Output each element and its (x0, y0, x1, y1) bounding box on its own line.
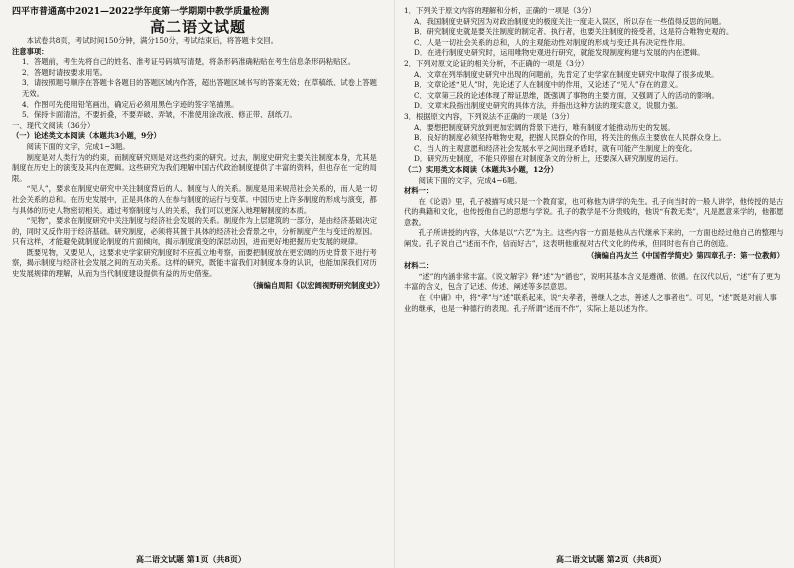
option-item: B．良好的制度必须坚持唯物史观，把握人民群众的作用，将关注的焦点主要放在人民群众身上。 (414, 133, 726, 143)
material-paragraph: “述”的内涵非常丰富。《说文解字》释“述”为“循也”，说明其基本含义是遵循、依循。在汉代以后，“述”有了更为丰富的含义，包含了记述、传述、阐述等多层意思。 (404, 271, 781, 292)
q1-options (404, 17, 784, 59)
page-footer-right: 高二语文试题 第2页（共8页） (556, 554, 666, 564)
material-label: 材料二： (404, 261, 434, 271)
page-footer-left: 高二语文试题 第1页（共8页） (136, 554, 246, 564)
passage-paragraph: 制度是对人类行为的约束，而制度研究则是对这些约束的研究。过去，制度史研究主要关注制度本身，尤其是制度在历史上的演变及其内在逻辑。这些研究为我们理解中国古代政治制度提供了丰富的资料，但也存在一定的局限。 (12, 152, 377, 183)
option-item: D．文章末段指出制度史研究的具体方法，并指出这种方法的现实意义，说服力强。 (414, 101, 683, 111)
subsection-heading: （一）论述类文本阅读（本题共3小题，9分） (12, 131, 161, 141)
notes-label: 注意事项： (12, 46, 49, 56)
exam-intro: 本试卷共8页，考试时间150分钟，满分150分，考试结束后，将答题卡交回。 (26, 36, 278, 45)
question-3: 3．根据原文内容，下列说法不正确的一项是（3分） (404, 111, 574, 121)
reading-instruction: 阅读下面的文字，完成4~6题。 (418, 175, 522, 185)
note-item: 4．作图可先使用铅笔画出，确定后必须用黑色字迹的签字笔描黑。 (22, 99, 239, 109)
option-item: A．文章在列举制度史研究中出现的问题前，先肯定了史学家在制度史研究中取得了很多成果。 (414, 69, 719, 79)
notes-block (12, 47, 384, 121)
passage-paragraph: “见物”，要求在制度研究中关注制度与经济社会发展的关系。制度作为上层建筑的一部分，是由经济基础决定的，同时又反作用于经济基础。研究制度，必须将其置于具体的经济社会背景之中，分析制度产生与变迁的原因。只有这样，才能避免就制度论制度的片面倾向，揭示制度演变的深层动因，进而更好地把握历史发展的规律。 (12, 216, 378, 247)
option-item: A．我国制度史研究因为对政治制度史的极度关注一度走入误区，所以存在一些值得反思的问题。 (414, 16, 726, 26)
q2-options (404, 70, 784, 112)
material-paragraph: 在《论语》里，孔子被描写成只是一个教育家，也可称他为讲学的先生。孔子向当时的一般人讲学，他传授的是古代的典籍和文化，也传授他自己的思想与学说。孔子的教学是不分贵贱的，他说“有教无类”，凡是愿意来学的，他都愿意教。 (404, 196, 784, 227)
passage-source: （摘编自周阳《以宏阔视野研究制度史》） (249, 280, 384, 290)
option-item: C．当人的主观意愿和经济社会发展水平之间出现矛盾时，就有可能产生制度上的变化。 (414, 143, 697, 153)
option-item: B．文章论述“见人”时，先论述了人在制度中的作用，又论述了“见人”存在的意义。 (414, 80, 683, 90)
option-item: C．人是一切社会关系的总和，人的主观能动性对制度的形成与变迁具有决定性作用。 (414, 37, 690, 47)
material-source: （摘编自冯友兰《中国哲学简史》第四章孔子：第一位教师） (586, 250, 784, 260)
section-heading: 一、现代文阅读（36分） (12, 120, 95, 130)
question-2: 2．下列对原文论证的相关分析，不正确的一项是（3分） (404, 58, 589, 68)
option-item: A．要想把制度研究放到更加宏阔的背景下进行，唯有制度才能推动历史的发展。 (414, 122, 675, 132)
right-column (404, 6, 784, 314)
question-1: 1．下列关于原文内容的理解和分析，正确的一项是（3分） (404, 6, 596, 15)
material-paragraph: 孔子所讲授的内容，大体是以“六艺”为主。这些内容一方面是他从古代继承下来的，一方面也经过他自己的整理与阐发。孔子说自己“述而不作，信而好古”，这表明他重视对古代文化的传承，但同时也有自己的创造。 (404, 228, 784, 249)
option-item: D．研究历史制度，不能只停留在对制度条文的分析上，还要深入研究制度的运行。 (414, 154, 683, 164)
column-divider (394, 0, 395, 568)
material-label: 材料一： (404, 186, 434, 196)
option-item: C．文章第三段的论述体现了辩证思维，既强调了事物的主要方面，又强调了人的活动的影响。 (414, 90, 719, 100)
note-item: 3．请按照题号顺序在答题卡各题目的答题区域内作答，超出答题区域书写的答案无效；在草稿纸、试卷上答题无效。 (22, 78, 377, 98)
passage-paragraph: “见人”，要求在制度史研究中关注制度背后的人、制度与人的关系。制度是用来规范社会关系的，而人是一切社会关系的总和。在历史发展中，正是具体的人在参与制度的运行与变革。中国历史上许多制度的形成与演变，都与具体的历史人物密切相关。通过考察制度与人的关系，我们可以更深入地理解制度的本质。 (12, 184, 378, 215)
option-item: B．研究制度史就是要关注制度的制定者、执行者，也要关注制度的接受者，这是符合唯物史观的。 (414, 27, 734, 37)
exam-header: 四平市普通高中2021—2022学年度第一学期期中教学质量检测 (12, 7, 270, 17)
passage-paragraph: 既要见物，又要见人，这要求史学家研究制度时不应孤立地考察，而要把制度放在更宏阔的历史背景下进行考察，揭示制度与经济社会发展之间的互动关系。这样的研究，既能丰富我们对制度本身的认识，也能加深我们对历史发展规律的理解，从而为当代制度建设提供有益的历史借鉴。 (12, 247, 377, 279)
option-item: D．在进行制度史研究时，运用唯物史观进行研究，就能发现制度构建与发展的内在逻辑。 (414, 48, 705, 58)
material-paragraph: 在《中庸》中，将“孝”与“述”联系起来，说“夫孝者，善继人之志，善述人之事者也”。可见，“述”既是对前人事业的继承，也是一种德行的表现。孔子所谓“述而不作”，实际上是以述为作。 (404, 293, 777, 313)
note-item: 5．保持卡面清洁，不要折叠，不要弄破、弄皱，不准使用涂改液、修正带、刮纸刀。 (22, 110, 297, 120)
subsection-heading: （二）实用类文本阅读（本题共3小题，12分） (404, 164, 558, 174)
reading-instruction: 阅读下面的文字，完成1~3题。 (26, 141, 130, 151)
notes-list (12, 57, 384, 121)
note-item: 1．答题前，考生先将自己的姓名、准考证号码填写清楚，将条形码准确粘贴在考生信息条形码粘贴区。 (22, 57, 355, 67)
q3-options (404, 123, 784, 165)
left-column (12, 6, 384, 291)
note-item: 2．答题时请按要求用笔。 (22, 67, 107, 77)
exam-title: 高二语文试题 (149, 18, 246, 36)
